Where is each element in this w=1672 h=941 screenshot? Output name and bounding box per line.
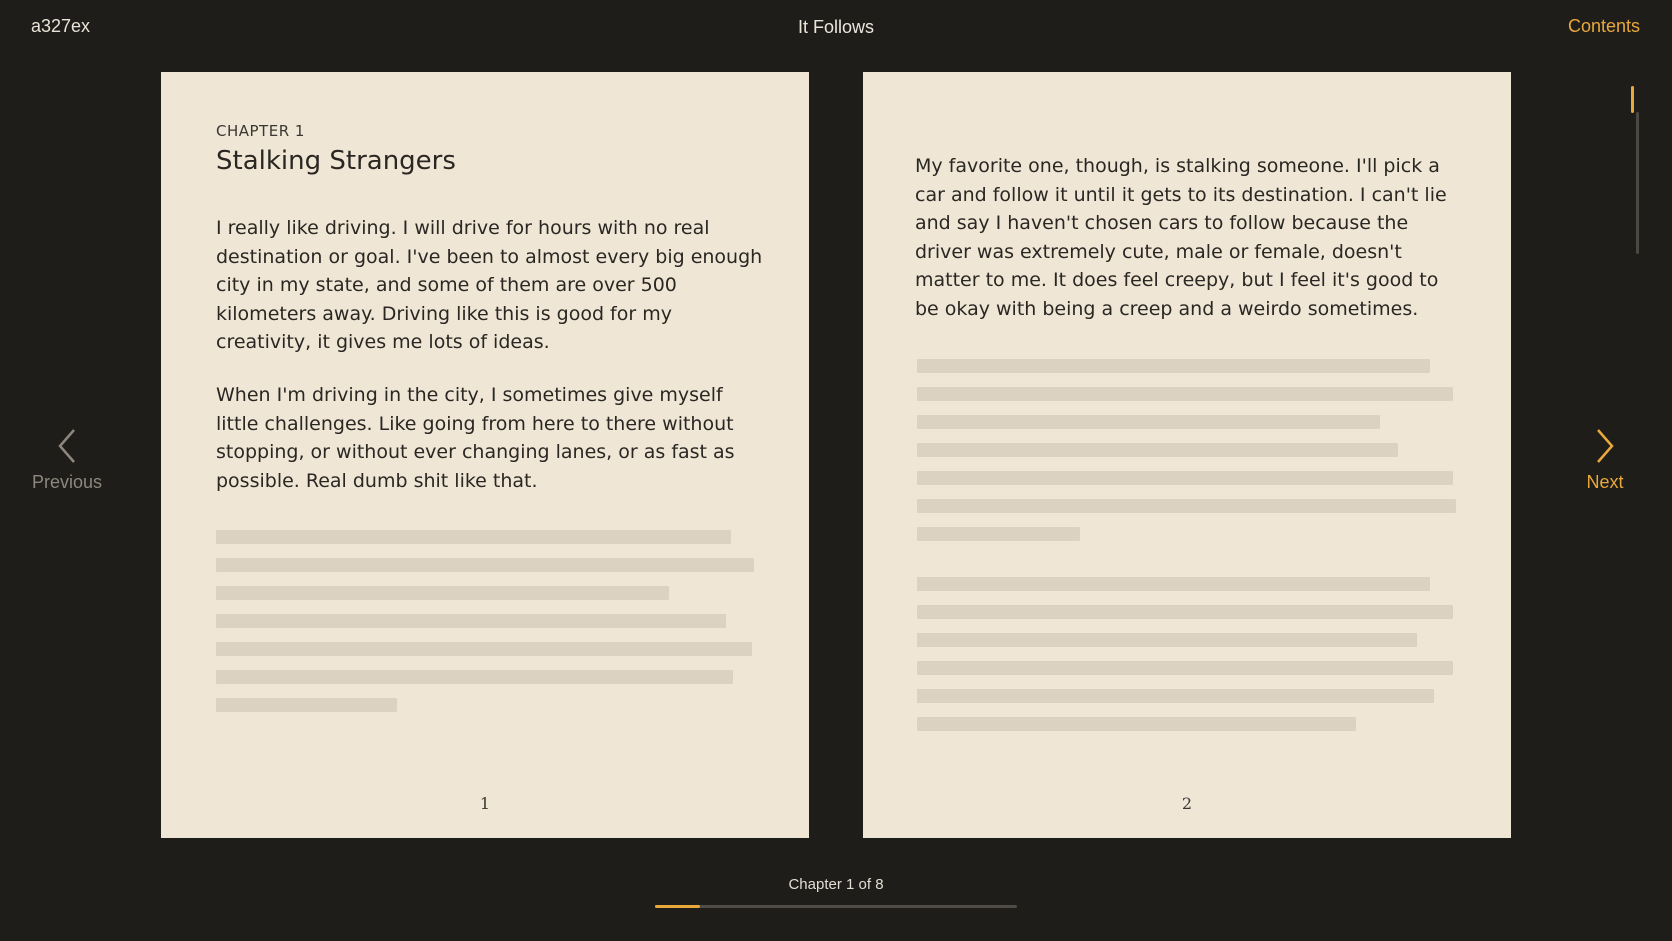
previous-page-button[interactable]	[22, 428, 112, 493]
placeholder-line	[917, 661, 1453, 675]
placeholder-line	[216, 558, 754, 572]
paragraph: My favorite one, though, is stalking someone. I'll pick a car and follow it until it gets to its destination. I can't lie and say I haven't chosen cars to follow because the driver was extremely cute, male or female, doesn't matter to me. It does feel creepy, but I feel it's good to be okay with being a creep and a weirdo sometimes.	[915, 155, 1447, 320]
placeholder-line	[216, 698, 397, 712]
paragraph: When I'm driving in the city, I sometimes give myself little challenges. Like going from here to there without stopping, or without ever changing lanes, or as fast as possible. Real dumb shit like that.	[216, 384, 735, 492]
placeholder-line	[917, 605, 1453, 619]
paragraph: I really like driving. I will drive for hours with no real destination or goal. I've been to almost every big enough city in my state, and some of them are over 500 kilometers away. Driving like this is good for my creativity, it gives me lots of ideas.	[216, 217, 763, 353]
placeholder-line	[216, 642, 752, 656]
chapter-title: Stalking Strangers	[216, 146, 456, 176]
placeholder-line	[917, 689, 1434, 703]
scrollbar-track[interactable]	[1636, 112, 1639, 254]
placeholder-line	[917, 443, 1398, 457]
placeholder-line	[917, 527, 1080, 541]
contents-link[interactable]: Contents	[1567, 16, 1640, 36]
placeholder-line	[917, 633, 1417, 647]
placeholder-line	[917, 717, 1356, 731]
placeholder-line	[917, 415, 1380, 429]
reading-progress-bar[interactable]	[655, 905, 1017, 908]
author-name: a327ex	[31, 16, 91, 36]
book-title: It Follows	[797, 17, 875, 37]
placeholder-line	[216, 614, 726, 628]
placeholder-line	[216, 670, 733, 684]
scrollbar-thumb[interactable]	[1631, 86, 1634, 113]
right-page	[863, 72, 1511, 838]
chevron-right-icon	[1594, 428, 1616, 464]
placeholder-line	[917, 471, 1453, 485]
next-label: Next	[1586, 472, 1624, 492]
placeholder-line	[216, 530, 731, 544]
placeholder-line	[216, 586, 669, 600]
chevron-left-icon	[56, 428, 78, 464]
top-bar	[0, 0, 1672, 56]
progress-fill	[655, 905, 700, 908]
placeholder-line	[917, 577, 1430, 591]
placeholder-line	[917, 499, 1456, 513]
chapter-label: CHAPTER 1	[216, 122, 305, 140]
page-number: 1	[479, 794, 491, 813]
chapter-indicator: Chapter 1 of 8	[788, 876, 884, 893]
page-number: 2	[1181, 794, 1193, 813]
next-page-button[interactable]	[1560, 428, 1650, 493]
placeholder-line	[917, 359, 1430, 373]
previous-label: Previous	[31, 472, 103, 492]
placeholder-line	[917, 387, 1453, 401]
left-page	[161, 72, 809, 838]
